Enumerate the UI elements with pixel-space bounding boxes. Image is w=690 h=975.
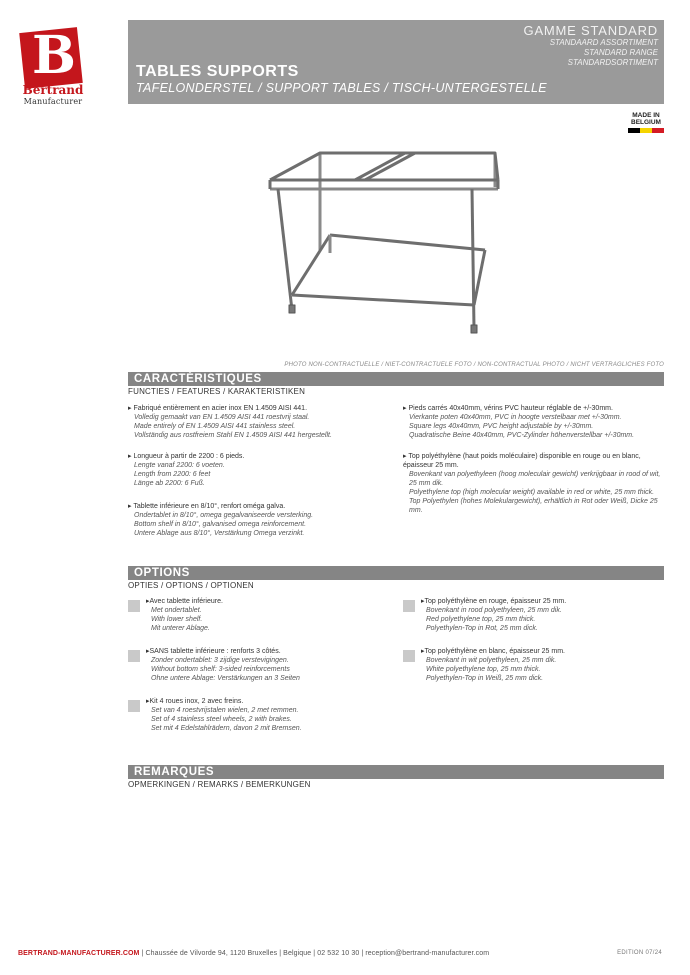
table-frame-illustration bbox=[230, 145, 520, 350]
option-main: ▸ Top polyéthylène en rouge, épaisseur 25 mm. bbox=[421, 597, 661, 606]
option-main: ▸ Avec tablette inférieure. bbox=[146, 597, 386, 606]
feature-tr-en: Square legs 40x40mm, PVC height adjustable by +/-30mm. bbox=[409, 423, 594, 430]
option-checkbox[interactable] bbox=[403, 650, 415, 662]
feature-item bbox=[128, 452, 388, 488]
footer-address: | Chaussée de Vilvorde 94, 1120 Bruxelles | Belgique | 02 532 10 30 | reception@bertrand-manufacturer.com bbox=[139, 950, 490, 957]
option-tr-de: Polyethylen-Top in Rot, 25 mm dick. bbox=[426, 625, 538, 632]
footer-contact bbox=[18, 950, 489, 957]
feature-tr-en: Polyethylene top (high molecular weight) available in red or white, 25 mm thick. bbox=[409, 489, 655, 496]
option-tr-en: Without bottom shelf: 3-sided reinforcements bbox=[151, 666, 290, 673]
feature-tr-nl: Volledig gemaakt van EN 1.4509 AISI 441 roestvrij staal. bbox=[134, 414, 310, 421]
option-item bbox=[146, 597, 386, 633]
header-band bbox=[128, 20, 664, 104]
option-main: ▸ Top polyéthylène en blanc, épaisseur 25 mm. bbox=[421, 647, 661, 656]
edition-label: EDITION 07/24 bbox=[617, 950, 662, 956]
option-tr-de: Polyethylen-Top in Weiß, 25 mm dick. bbox=[426, 675, 544, 682]
option-item bbox=[421, 647, 661, 683]
page-subtitle: TAFELONDERSTEL / SUPPORT TABLES / TISCH-UNTERGESTELLE bbox=[136, 81, 547, 95]
option-item bbox=[146, 647, 396, 683]
feature-item bbox=[403, 452, 665, 515]
logo-brand-name: Bertrand bbox=[22, 83, 84, 97]
range-block bbox=[524, 23, 658, 68]
feature-tr-de: Untere Ablage aus 8/10°, Verstärkung Omega verzinkt. bbox=[134, 530, 305, 537]
remarks-subtitle: OPMERKINGEN / REMARKS / BEMERKUNGEN bbox=[128, 780, 311, 789]
features-subtitle: FUNCTIES / FEATURES / KARAKTERISTIKEN bbox=[128, 387, 306, 396]
belgium-label: BELGIUM bbox=[631, 119, 661, 126]
feature-item bbox=[128, 502, 388, 538]
made-in-belgium-badge bbox=[628, 112, 664, 136]
option-checkbox[interactable] bbox=[403, 600, 415, 612]
feature-tr-nl: Ondertablet in 8/10°, omega gegalvaniseerde versterking. bbox=[134, 512, 314, 519]
options-subtitle: OPTIES / OPTIONS / OPTIONEN bbox=[128, 581, 254, 590]
options-title: OPTIONS bbox=[134, 567, 190, 579]
option-tr-en: With lower shelf. bbox=[151, 616, 203, 623]
feature-tr-en: Length from 2200: 6 feet bbox=[134, 471, 211, 478]
feature-tr-nl: Bovenkant van polyethyleen (hoog moleculair gewicht) verkrijgbaar in rood of wit, 25 mm dik. bbox=[409, 471, 661, 487]
range-line-nl: STANDAARD ASSORTIMENT bbox=[549, 38, 658, 47]
option-tr-en: Set of 4 stainless steel wheels, 2 with brakes. bbox=[151, 716, 292, 723]
option-tr-de: Ohne untere Ablage: Verstärkungen an 3 Seiten bbox=[151, 675, 300, 682]
option-tr-nl: Zonder ondertablet: 3 zijdige verstevigingen. bbox=[151, 657, 289, 664]
feature-tr-de: Quadratische Beine 40x40mm, PVC-Zylinder höhenverstellbar +/-30mm. bbox=[409, 432, 635, 439]
feature-tr-nl: Vierkante poten 40x40mm, PVC in hoogte verstelbaar met +/-30mm. bbox=[409, 414, 622, 421]
feature-tr-de: Länge ab 2200: 6 Fuß. bbox=[134, 480, 205, 487]
logo-subtitle: Manufacturer bbox=[23, 97, 83, 106]
option-main: ▸ SANS tablette inférieure : renforts 3 côtés. bbox=[146, 647, 396, 656]
remarks-title: REMARQUES bbox=[134, 766, 215, 778]
feature-main: ▸ Fabriqué entièrement en acier inox EN 1.4509 AISI 441. bbox=[128, 404, 388, 413]
option-tr-nl: Set van 4 roestvrijstalen wielen, 2 met remmen. bbox=[151, 707, 299, 714]
option-tr-nl: Bovenkant in rood polyethyleen, 25 mm dik. bbox=[426, 607, 562, 614]
option-tr-en: White polyethylene top, 25 mm thick. bbox=[426, 666, 541, 673]
feature-item bbox=[128, 404, 388, 440]
feature-item bbox=[403, 404, 665, 440]
options-section-bar bbox=[128, 566, 664, 580]
option-tr-nl: Met ondertablet. bbox=[151, 607, 202, 614]
feature-tr-nl: Lengte vanaf 2200: 6 voeten. bbox=[134, 462, 225, 469]
option-tr-de: Mit unterer Ablage. bbox=[151, 625, 210, 632]
features-title: CARACTÉRISTIQUES bbox=[134, 373, 262, 385]
feature-tr-de: Top Polyethylen (hohes Molekulargewicht), erhältlich in Rot oder Weiß, Dicke 25 mm. bbox=[409, 498, 658, 514]
belgian-flag-icon bbox=[628, 128, 664, 133]
feature-main: ▸ Top polyéthylène (haut poids moléculaire) disponible en rouge ou en blanc, épaisseur 25 mm. bbox=[403, 452, 665, 470]
option-tr-de: Set mit 4 Edelstahlrädern, davon 2 mit Bremsen. bbox=[151, 725, 302, 732]
feature-tr-de: Vollständig aus rostfreiem Stahl EN 1.4509 AISI 441 hergestellt. bbox=[134, 432, 332, 439]
logo-letter: B bbox=[32, 25, 76, 86]
feature-main: ▸ Longueur à partir de 2200 : 6 pieds. bbox=[128, 452, 388, 461]
brand-logo bbox=[18, 26, 86, 106]
option-checkbox[interactable] bbox=[128, 700, 140, 712]
photo-disclaimer: PHOTO NON-CONTRACTUELLE / NIET-CONTRACTUELE FOTO / NON-CONTRACTUAL PHOTO / NICHT VERTRAGLICHES FOTO bbox=[284, 362, 664, 368]
option-checkbox[interactable] bbox=[128, 650, 140, 662]
range-line-de: STANDARDSORTIMENT bbox=[567, 58, 658, 67]
feature-tr-en: Made entirely of EN 1.4509 AISI 441 stainless steel. bbox=[134, 423, 296, 430]
website-link[interactable]: BERTRAND-MANUFACTURER.COM bbox=[18, 950, 140, 957]
option-tr-nl: Bovenkant in wit polyethyleen, 25 mm dik. bbox=[426, 657, 557, 664]
remarks-section-bar bbox=[128, 765, 664, 779]
page-title: TABLES SUPPORTS bbox=[136, 63, 299, 80]
feature-tr-en: Bottom shelf in 8/10°, galvanised omega reinforcement. bbox=[134, 521, 307, 528]
option-checkbox[interactable] bbox=[128, 600, 140, 612]
range-title: GAMME STANDARD bbox=[523, 23, 658, 38]
features-section-bar bbox=[128, 372, 664, 386]
feature-main: ▸ Tablette inférieure en 8/10°, renfort oméga galva. bbox=[128, 502, 388, 511]
range-line-en: STANDARD RANGE bbox=[583, 48, 658, 57]
option-tr-en: Red polyethylene top, 25 mm thick. bbox=[426, 616, 536, 623]
option-main: ▸ Kit 4 roues inox, 2 avec freins. bbox=[146, 697, 396, 706]
made-in-label: MADE IN bbox=[632, 112, 660, 119]
option-item bbox=[421, 597, 661, 633]
feature-main: ▸ Pieds carrés 40x40mm, vérins PVC hauteur réglable de +/-30mm. bbox=[403, 404, 665, 413]
option-item bbox=[146, 697, 396, 733]
